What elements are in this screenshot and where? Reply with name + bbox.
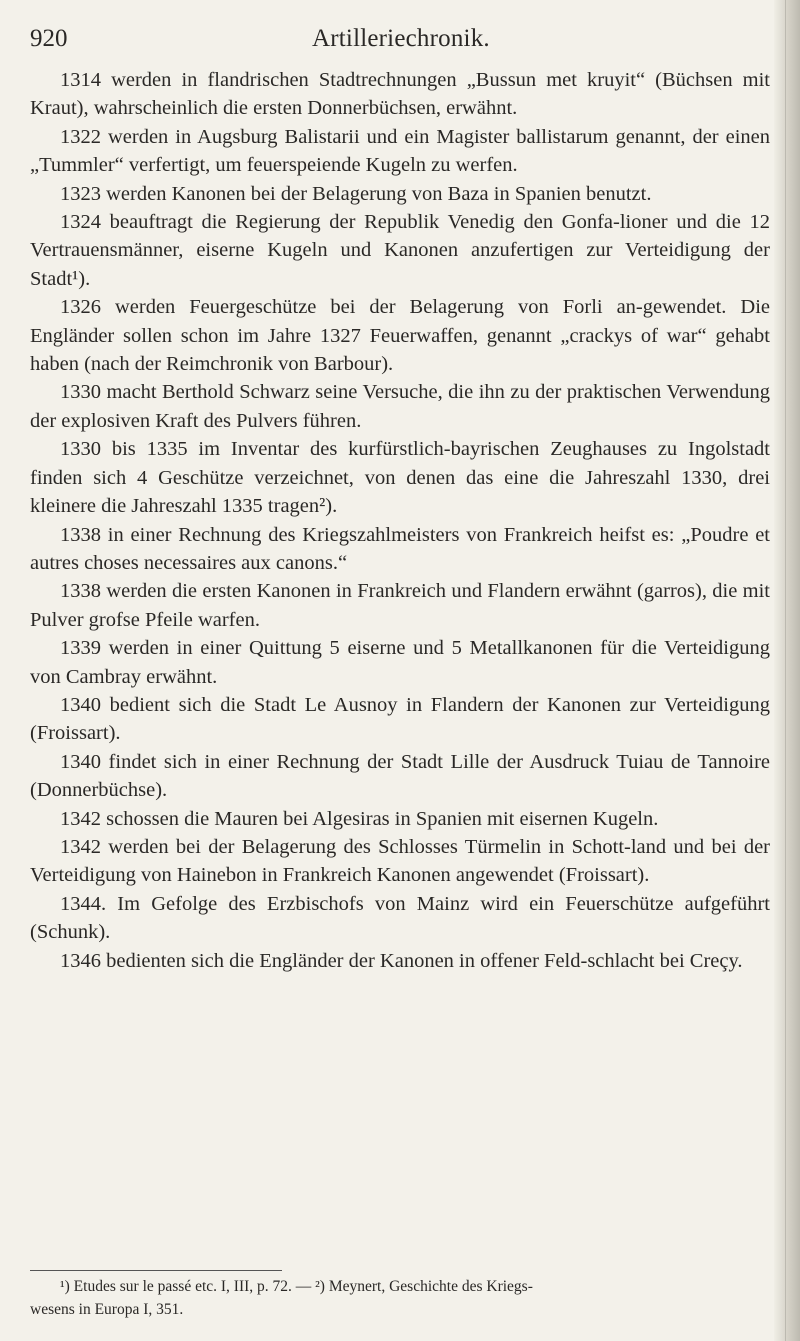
body-text [30,66,770,975]
entry-1338-kanonen: 1338 werden die ersten Kanonen in Frankreich und Flandern erwähnt (garros), die mit Pulver grofse Pfeile warfen. [30,580,770,631]
footnote-line-1: ¹) Etudes sur le passé etc. I, III, p. 72. — ²) Meynert, Geschichte des Kriegs- [60,1278,533,1295]
page-number: 920 [30,25,68,52]
entry-1322: 1322 werden in Augsburg Balistarii und ein Magister ballistarum genannt, der einen „Tummler“ verfertigt, um feuerspeiende Kugeln zu werfen. [30,125,770,177]
entry-1323: 1323 werden Kanonen bei der Belagerung von Baza in Spanien benutzt. [60,182,652,205]
entry-1342-tuermelin: 1342 werden bei der Belagerung des Schlosses Türmelin in Schott-land und bei der Verteidigung von Hainebon in Frankreich Kanonen angewendet (Froissart). [30,835,770,887]
entry-1314: 1314 werden in flandrischen Stadtrechnungen „Bussun met kruyit“ (Büchsen mit Kraut), wahrscheinlich die ersten Donnerbüchsen, erwähnt. [30,69,770,120]
entry-1342-algesiras: 1342 schossen die Mauren bei Algesiras in Spanien mit eisernen Kugeln. [60,807,659,830]
entry-1324: 1324 beauftragt die Regierung der Republik Venedig den Gonfa-lioner und die 12 Vertrauensmänner, eiserne Kugeln und Kanonen anzufertigen zur Verteidigung der Stadt¹). [30,211,770,290]
entry-1326: 1326 werden Feuergeschütze bei der Belagerung von Forli an-gewendet. Die Engländer sollen schon im Jahre 1327 Feuerwaffen, genannt „crackys of war“ gehabt haben (nach der Reimchronik von Barbour). [30,296,770,376]
entry-1344: 1344. Im Gefolge des Erzbischofs von Mainz wird ein Feuerschütze aufgeführt (Schunk). [30,892,770,944]
entry-1338-rechnung: 1338 in einer Rechnung des Kriegszahlmeisters von Frankreich heifst es: „Poudre et autres choses necessaires aux canons.“ [30,523,770,574]
page-edge-shadow [774,0,800,1341]
entry-1340-lille: 1340 findet sich in einer Rechnung der Stadt Lille der Ausdruck Tuiau de Tannoire (Donnerbüchse). [30,750,770,802]
page-header [30,22,770,56]
footnotes [30,1275,770,1321]
entry-1339: 1339 werden in einer Quittung 5 eiserne und 5 Metallkanonen für die Verteidigung von Cambray erwähnt. [30,637,770,688]
entry-1330-schwarz: 1330 macht Berthold Schwarz seine Versuche, die ihn zu der praktischen Verwendung der explosiven Kraft des Pulvers führen. [30,381,770,432]
footnote-line-2: wesens in Europa I, 351. [30,1301,184,1318]
running-title: Artilleriechronik. [312,25,490,52]
entry-1346: 1346 bedienten sich die Engländer der Kanonen in offener Feld-schlacht bei Creçy. [60,949,743,972]
entry-1330-1335: 1330 bis 1335 im Inventar des kurfürstlich-bayrischen Zeughauses zu Ingolstadt finden sich 4 Geschütze verzeichnet, von denen das eine die Jahreszahl 1330, drei kleinere die Jahreszahl 1335 tragen²). [30,438,770,518]
footnote-divider [30,1270,282,1271]
entry-1340-ausnoy: 1340 bedient sich die Stadt Le Ausnoy in Flandern der Kanonen zur Verteidigung (Froissart). [30,693,770,745]
page-edge-line [785,0,786,1341]
